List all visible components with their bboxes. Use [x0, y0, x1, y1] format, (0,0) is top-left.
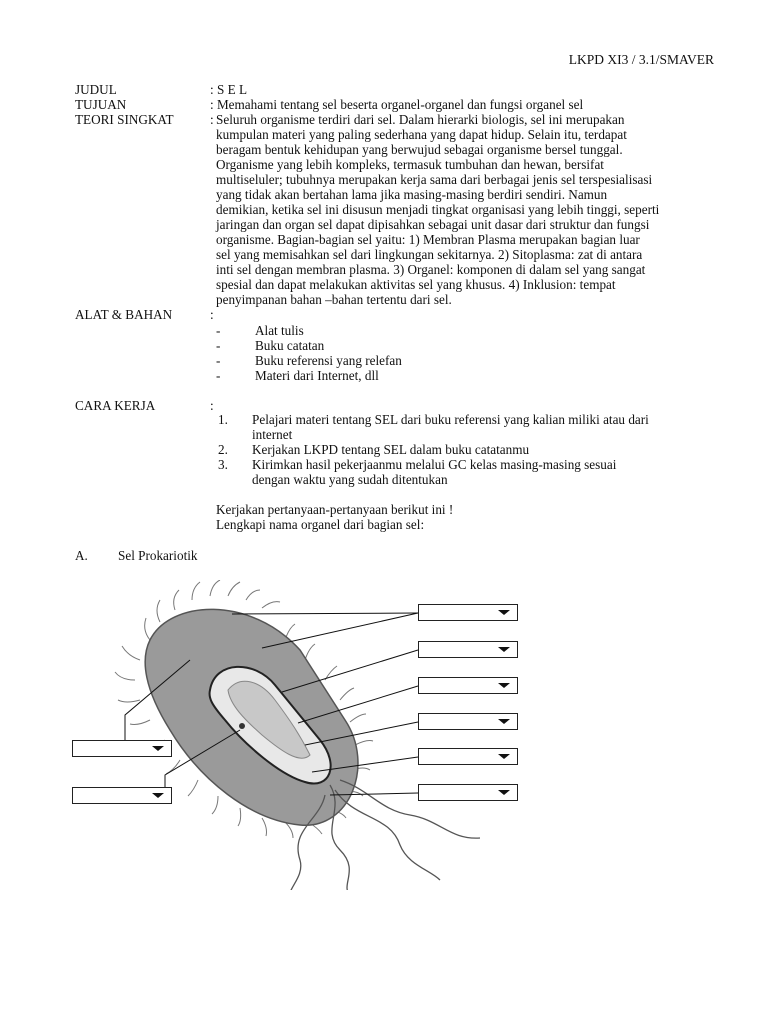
- teori-line-1: Seluruh organisme terdiri dari sel. Dalam hierarki biologis, sel ini merupakan: [216, 112, 625, 127]
- teori-line-6: yang tidak akan bertahan lama jika masing-masing berdiri sendiri. Namun: [216, 187, 608, 202]
- teori-label: TEORI SINGKAT: [75, 112, 174, 127]
- instruction-line-1: Kerjakan pertanyaan-pertanyaan berikut ini !: [216, 502, 454, 517]
- alat-item-4: Materi dari Internet, dll: [255, 368, 379, 383]
- organel-dropdown[interactable]: [418, 784, 518, 801]
- ribosome: [239, 723, 245, 729]
- alat-dash: -: [216, 323, 221, 338]
- chevron-down-icon: [498, 610, 510, 615]
- teori-line-4: Organisme yang lebih kompleks, termasuk tumbuhan dan hewan, bersifat: [216, 157, 604, 172]
- chevron-down-icon: [498, 790, 510, 795]
- teori-line-12: spesial dan dapat melakukan aktivitas sel yang khusus. 4) Inklusion: tempat: [216, 277, 616, 292]
- judul-value: : S E L: [210, 82, 247, 97]
- cara-line-1: Pelajari materi tentang SEL dari buku referensi yang kalian miliki atau dari: [252, 412, 649, 427]
- cara-num-2: 2.: [218, 442, 228, 457]
- section-a-title: Sel Prokariotik: [118, 548, 198, 563]
- organel-dropdown[interactable]: [418, 641, 518, 658]
- tujuan-value: : Memahami tentang sel beserta organel-organel dan fungsi organel sel: [210, 97, 584, 112]
- cara-line-2: internet: [252, 427, 293, 442]
- chevron-down-icon: [152, 746, 164, 751]
- organel-dropdown[interactable]: [418, 677, 518, 694]
- alat-dash: -: [216, 368, 221, 383]
- alat-dash: -: [216, 353, 221, 368]
- chevron-down-icon: [498, 647, 510, 652]
- chevron-down-icon: [498, 719, 510, 724]
- cara-label: CARA KERJA: [75, 398, 156, 413]
- organel-dropdown[interactable]: [418, 604, 518, 621]
- chevron-down-icon: [498, 754, 510, 759]
- alat-item-2: Buku catatan: [255, 338, 325, 353]
- chevron-down-icon: [498, 683, 510, 688]
- teori-line-7: demikian, ketika sel ini disusun menjadi tingkat organisasi yang lebih tinggi, seperti: [216, 202, 660, 217]
- teori-line-2: kumpulan materi yang paling sederhana yang dapat hidup. Selain itu, terdapat: [216, 127, 627, 142]
- alat-item-1: Alat tulis: [255, 323, 304, 338]
- alat-item-3: Buku referensi yang relefan: [255, 353, 402, 368]
- judul-label: JUDUL: [75, 82, 117, 97]
- teori-line-13: penyimpanan bahan –bahan tertentu dari sel.: [216, 292, 452, 307]
- teori-line-5: multiseluler; tubuhnya merupakan kerja sama dari berbagai jenis sel terspesialisasi: [216, 172, 653, 187]
- cara-num-1: 1.: [218, 412, 228, 427]
- teori-line-11: inti sel dengan membran plasma. 3) Organel: komponen di dalam sel yang sangat: [216, 262, 646, 277]
- cara-num-3: 3.: [218, 457, 228, 472]
- teori-line-8: jaringan dan organ sel dapat dipisahkan sebagai unit dasar dari struktur dan fungsi: [216, 217, 650, 232]
- section-a-letter: A.: [75, 548, 88, 563]
- cara-line-3: Kerjakan LKPD tentang SEL dalam buku catatanmu: [252, 442, 530, 457]
- teori-line-9: organisme. Bagian-bagian sel yaitu: 1) Membran Plasma merupakan bagian luar: [216, 232, 640, 247]
- chevron-down-icon: [152, 793, 164, 798]
- alat-dash: -: [216, 338, 221, 353]
- organel-dropdown[interactable]: [72, 787, 172, 804]
- instruction-line-2: Lengkapi nama organel dari bagian sel:: [216, 517, 425, 532]
- cara-colon: :: [210, 398, 214, 413]
- organel-dropdown[interactable]: [418, 748, 518, 765]
- document-code: LKPD XI3 / 3.1/SMAVER: [568, 52, 714, 67]
- alat-colon: :: [210, 307, 214, 322]
- teori-line-10: sel yang memisahkan sel dari lingkungan sekitarnya. 2) Sitoplasma: zat di antara: [216, 247, 643, 262]
- alat-label: ALAT & BAHAN: [75, 307, 173, 322]
- teori-colon: :: [210, 112, 214, 127]
- teori-line-3: beragam bentuk kehidupan yang berwujud sebagai organisme bersel tunggal.: [216, 142, 623, 157]
- organel-dropdown[interactable]: [418, 713, 518, 730]
- cara-line-5: dengan waktu yang sudah ditentukan: [252, 472, 448, 487]
- prokaryotic-cell-diagram: [70, 580, 530, 890]
- tujuan-label: TUJUAN: [75, 97, 127, 112]
- organel-dropdown[interactable]: [72, 740, 172, 757]
- cara-line-4: Kirimkan hasil pekerjaanmu melalui GC kelas masing-masing sesuai: [252, 457, 617, 472]
